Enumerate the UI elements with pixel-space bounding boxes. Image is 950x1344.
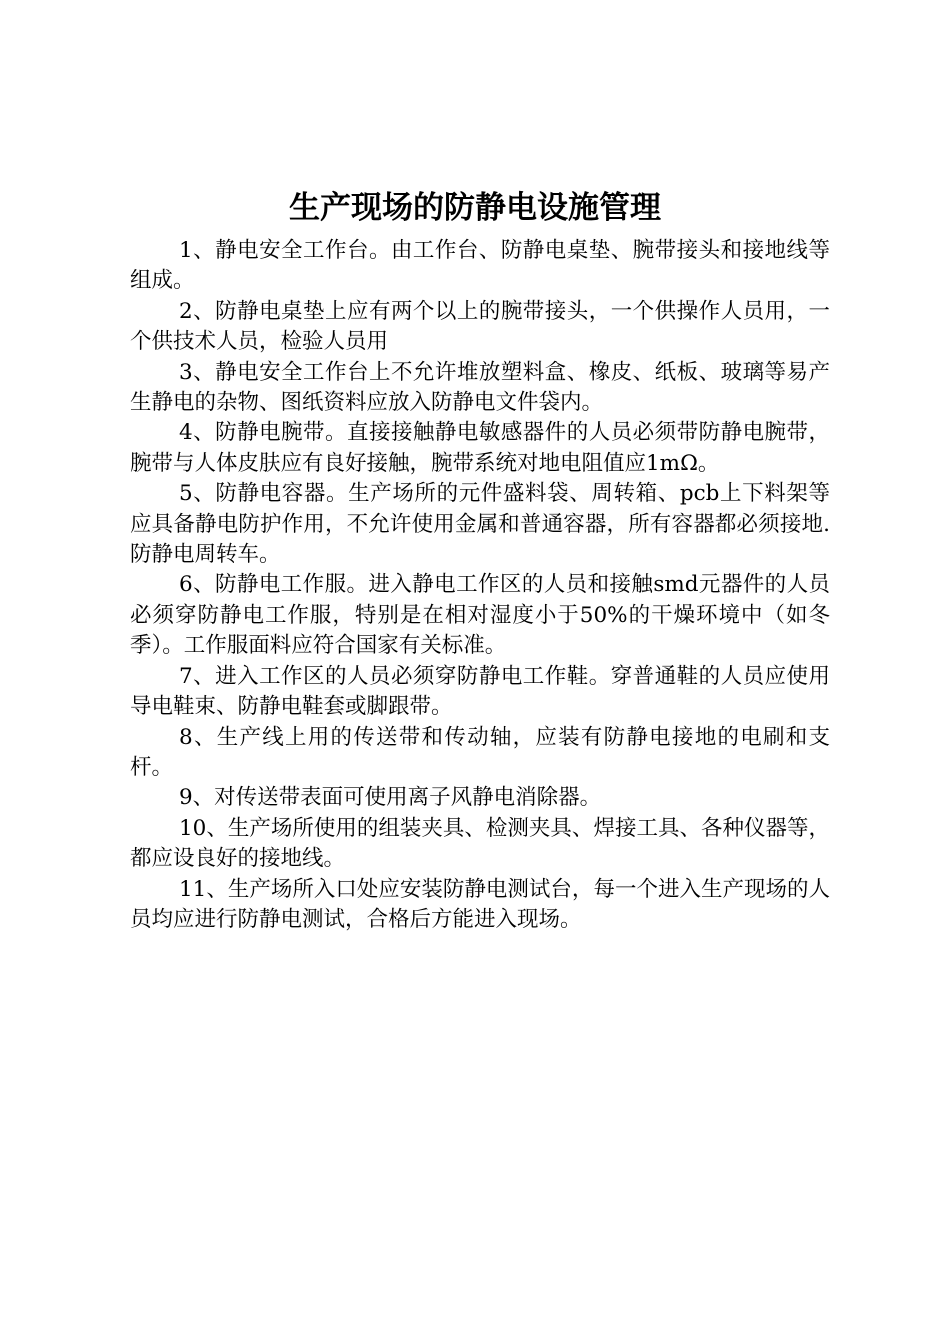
paragraph-5: 5、防静电容器。生产场所的元件盛料袋、周转箱、pcb上下料架等应具备静电防护作用，不允许使用金属和普通容器，所有容器都必须接地.防静电周转车。 [130,481,830,568]
paragraph-7: 7、进入工作区的人员必须穿防静电工作鞋。穿普通鞋的人员应使用导电鞋束、防静电鞋套或脚跟带。 [130,663,830,720]
paragraph-6: 6、防静电工作服。进入静电工作区的人员和接触smd元器件的人员必须穿防静电工作服，特别是在相对湿度小于50%的干燥环境中（如冬季）。工作服面料应符合国家有关标准。 [130,572,830,659]
paragraph-4: 4、防静电腕带。直接接触静电敏感器件的人员必须带防静电腕带，腕带与人体皮肤应有良好接触，腕带系统对地电阻值应1mΩ。 [130,420,830,476]
paragraph-3: 3、静电安全工作台上不允许堆放塑料盒、橡皮、纸板、玻璃等易产生静电的杂物、图纸资料应放入防静电文件袋内。 [130,359,830,416]
paragraph-11: 11、生产场所入口处应安装防静电测试台，每一个进入生产现场的人员均应进行防静电测试，合格后方能进入现场。 [130,876,830,932]
paragraph-1: 1、静电安全工作台。由工作台、防静电桌垫、腕带接头和接地线等组成。 [130,238,830,294]
paragraph-9: 9、对传送带表面可使用离子风静电消除器。 [179,785,602,811]
document-body [130,236,830,935]
paragraph-2: 2、防静电桌垫上应有两个以上的腕带接头，一个供操作人员用，一个供技术人员，检验人员用 [130,298,830,355]
paragraph-8: 8、生产线上用的传送带和传动轴，应装有防静电接地的电刷和支杆。 [130,724,830,780]
document-title: 生产现场的防静电设施管理 [289,190,661,226]
paragraph-10: 10、生产场所使用的组装夹具、检测夹具、焊接工具、各种仪器等，都应设良好的接地线。 [130,815,830,872]
